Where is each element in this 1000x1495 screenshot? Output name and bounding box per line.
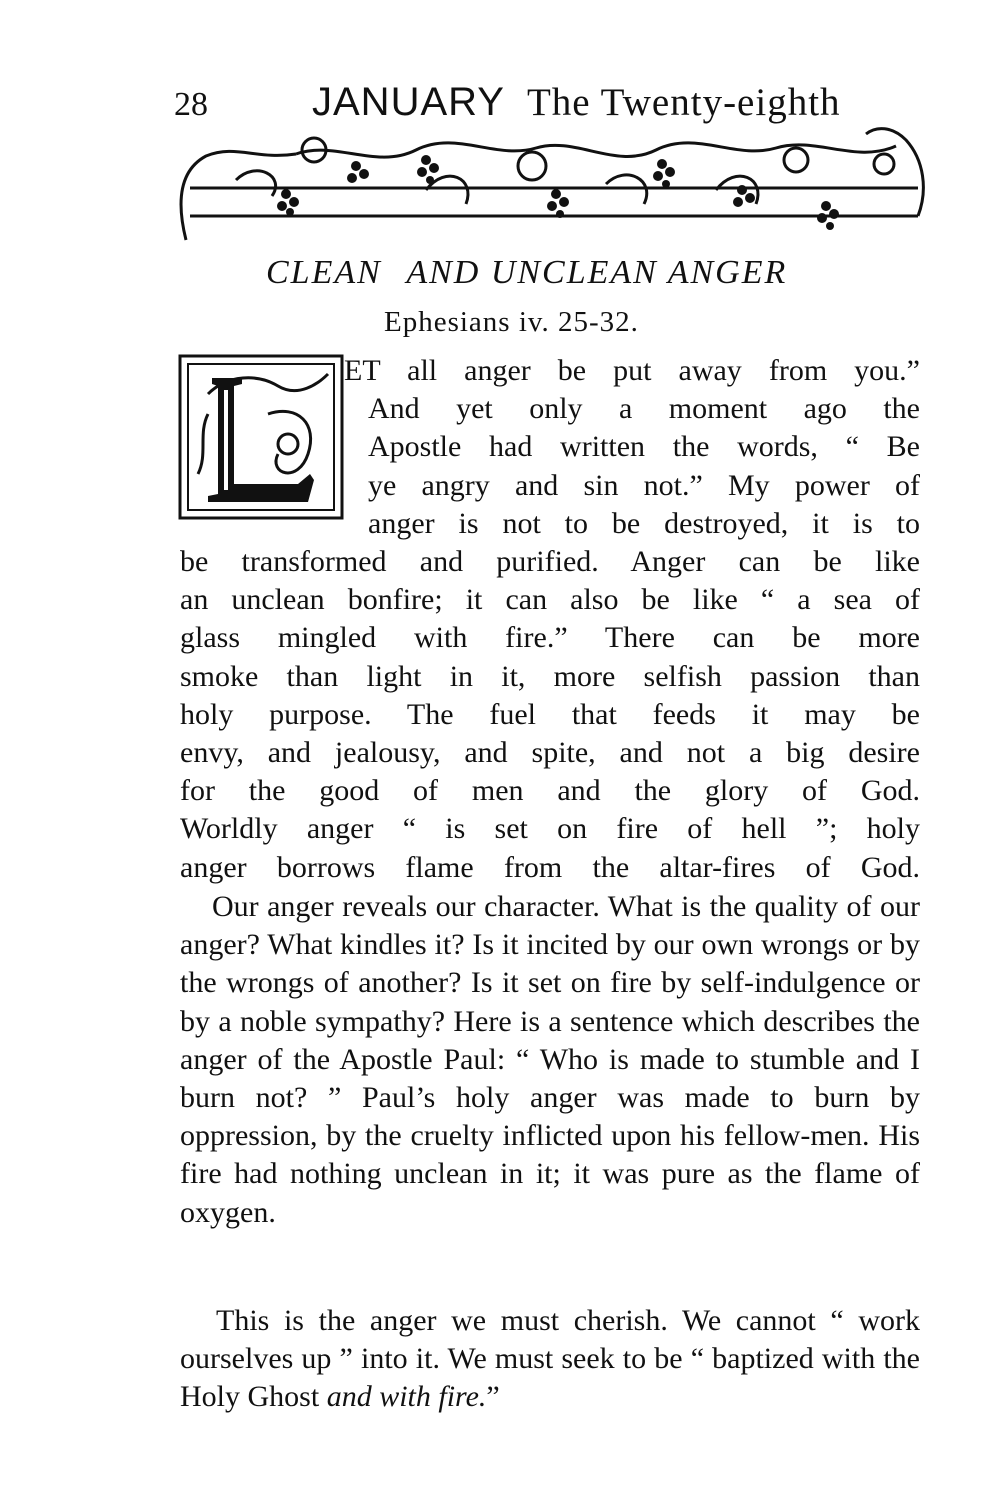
paragraph-1 <box>180 352 920 887</box>
paragraph-1-line: And yet only a moment ago the <box>368 392 920 426</box>
paragraph-2-text: Our anger reveals our character. What is the quality of our anger? What kindles it? Is it incited by our own wrongs or by the wrongs of another? Is it set on fire by self-indulgence or by a noble sympathy? Here is a sentence which describes the anger of the Apostle Paul: “ Who is made to stumble and I burn not? ” Paul’s holy anger was made to burn by oppression, by the cruelty inflicted upon his fellow-men. His fire had nothing unclean in it; it was pure as the flame of oxygen. <box>180 890 920 1229</box>
title-clean: CLEAN <box>266 254 382 291</box>
paragraph-1-line: anger is not to be destroyed, it is to <box>368 506 920 540</box>
paragraph-1-line: be transformed and purified. Anger can be like <box>180 545 920 579</box>
scripture-reference: Ephesians iv. 25-32. <box>384 306 639 338</box>
paragraph-1-line: holy purpose. The fuel that feeds it may be <box>180 697 920 731</box>
paragraph-3-main: This is the anger we must cherish. We cannot “ work ourselves up ” into it. We must seek to be “ baptized with the Holy Ghost <box>180 1304 920 1414</box>
title-rest: AND UNCLEAN ANGER <box>406 254 788 291</box>
paragraph-2 <box>180 888 920 1232</box>
paragraph-1-line: Apostle had written the words, “ Be <box>368 430 920 464</box>
page-number: 28 <box>174 86 208 123</box>
paragraph-3-close: ” <box>486 1380 500 1414</box>
paragraph-1-line: glass mingled with fire.” There can be more <box>180 621 920 655</box>
paragraph-1-line: anger borrows flame from the altar-fires of God. <box>180 850 920 884</box>
running-head-day: The Twenty-eighth <box>526 81 841 124</box>
chapter-title <box>0 254 1000 292</box>
running-head <box>312 80 841 125</box>
grapevine-scroll-icon <box>176 120 928 244</box>
paragraph-3-text <box>180 1302 920 1417</box>
paragraph-1-line: Worldly anger “ is set on fire of hell ”; holy <box>180 812 920 846</box>
paragraph-3 <box>180 1302 920 1417</box>
paragraph-1-line: for the good of men and the glory of God. <box>180 774 920 808</box>
paragraph-1-line: smoke than light in it, more selfish passion than <box>180 659 920 693</box>
paragraph-1-line: an unclean bonfire; it can also be like “ a sea of <box>180 583 920 617</box>
paragraph-1-line: ye angry and sin not.” My power of <box>368 468 920 502</box>
running-head-month: JANUARY <box>312 80 505 124</box>
paragraph-1-line: ET all anger be put away from you.” <box>344 354 920 387</box>
paragraph-3-italic: and with fire. <box>326 1380 487 1414</box>
paragraph-1-line: envy, and jealousy, and spite, and not a big desire <box>180 736 920 770</box>
